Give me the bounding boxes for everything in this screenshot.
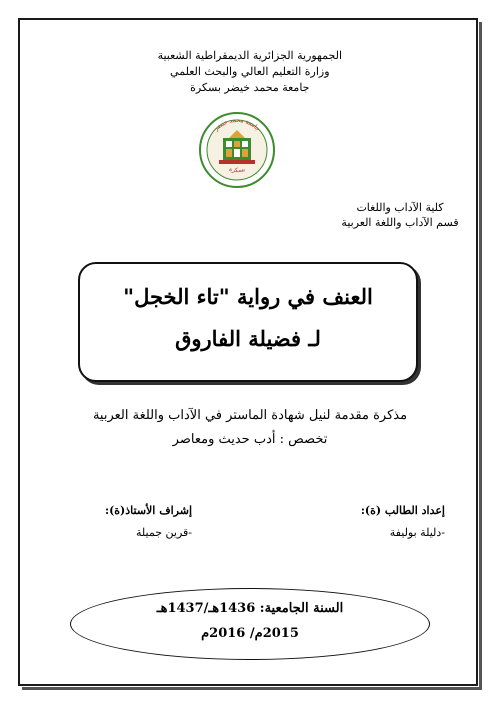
svg-text:بسكرة — [228, 166, 246, 174]
supervisor-label: إشراف الأستاذ(ة): — [105, 504, 192, 517]
student-name: -دليلة بوليفة — [389, 526, 445, 539]
faculty-block — [0, 200, 500, 230]
republic-name: الجمهورية الجزائرية الديمقراطية الشعبية — [157, 49, 342, 62]
university-logo-icon — [197, 110, 277, 190]
thesis-title-box — [78, 262, 418, 382]
thesis-author-line: لـ فضيلة الفاروق — [175, 326, 321, 351]
thesis-description — [0, 404, 500, 452]
supervisor-name: -قرين جميلة — [136, 526, 192, 539]
logo-bottom-text: بسكرة — [228, 165, 246, 175]
student-label: إعداد الطالب (ة): — [360, 504, 445, 517]
department-name: قسم الآداب واللغة العربية — [341, 216, 459, 229]
student-credit — [361, 500, 445, 544]
university-name: جامعة محمد خيضر بسكرة — [190, 81, 310, 94]
academic-year-ellipse — [70, 588, 430, 660]
logo-top-text: جامعة محمد خيضر — [212, 116, 262, 133]
institution-header — [158, 48, 342, 96]
academic-year-gregorian: 2015م/ 2016م — [201, 626, 299, 641]
thesis-specialty: تخصص : أدب حديث ومعاصر — [172, 432, 328, 447]
thesis-title: العنف في رواية "تاء الخجل" — [123, 284, 373, 309]
faculty-name: كلية الآداب واللغات — [356, 201, 444, 214]
supervisor-credit — [62, 500, 192, 544]
ministry-name: وزارة التعليم العالي والبحث العلمي — [170, 65, 330, 78]
thesis-purpose: مذكرة مقدمة لنيل شهادة الماستر في الآداب واللغة العربية — [92, 408, 408, 423]
academic-year-hijri: السنة الجامعية: 1436هـ/1437هـ — [156, 601, 344, 616]
